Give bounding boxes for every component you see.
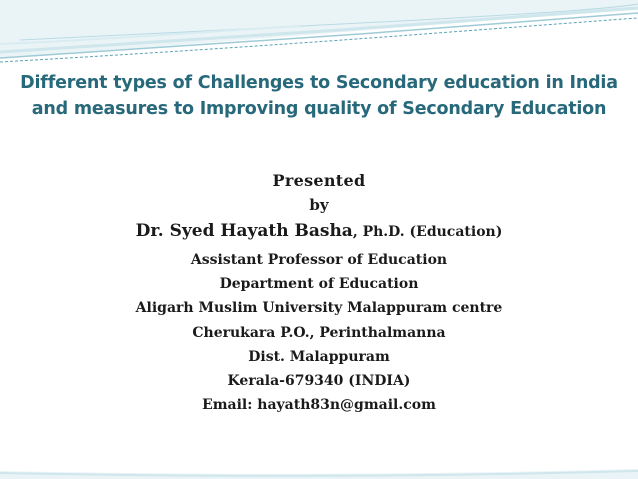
slide-title: Different types of Challenges to Secondary education in India and measures to Improving quality of Secondary Education: [20, 73, 618, 119]
author-line: [0, 216, 638, 248]
header-wave-decoration: [0, 0, 638, 70]
address-line: Cherukara P.O., Perinthalmanna: [192, 324, 446, 341]
institution: Aligarh Muslim University Malappuram centre: [135, 300, 503, 317]
author-name: Dr. Syed Hayath Basha: [135, 221, 353, 241]
presenter-block: [0, 168, 638, 417]
footer-wave-decoration: [0, 455, 638, 479]
department: Department of Education: [219, 276, 419, 293]
presented-label: Presented: [272, 171, 366, 190]
state-pin: Kerala-679340 (INDIA): [227, 373, 411, 390]
by-label: by: [309, 196, 329, 214]
designation: Assistant Professor of Education: [190, 252, 448, 268]
author-degree: , Ph.D. (Education): [352, 224, 503, 240]
email: Email: hayath83n@gmail.com: [202, 397, 436, 414]
district: Dist. Malappuram: [248, 348, 390, 365]
